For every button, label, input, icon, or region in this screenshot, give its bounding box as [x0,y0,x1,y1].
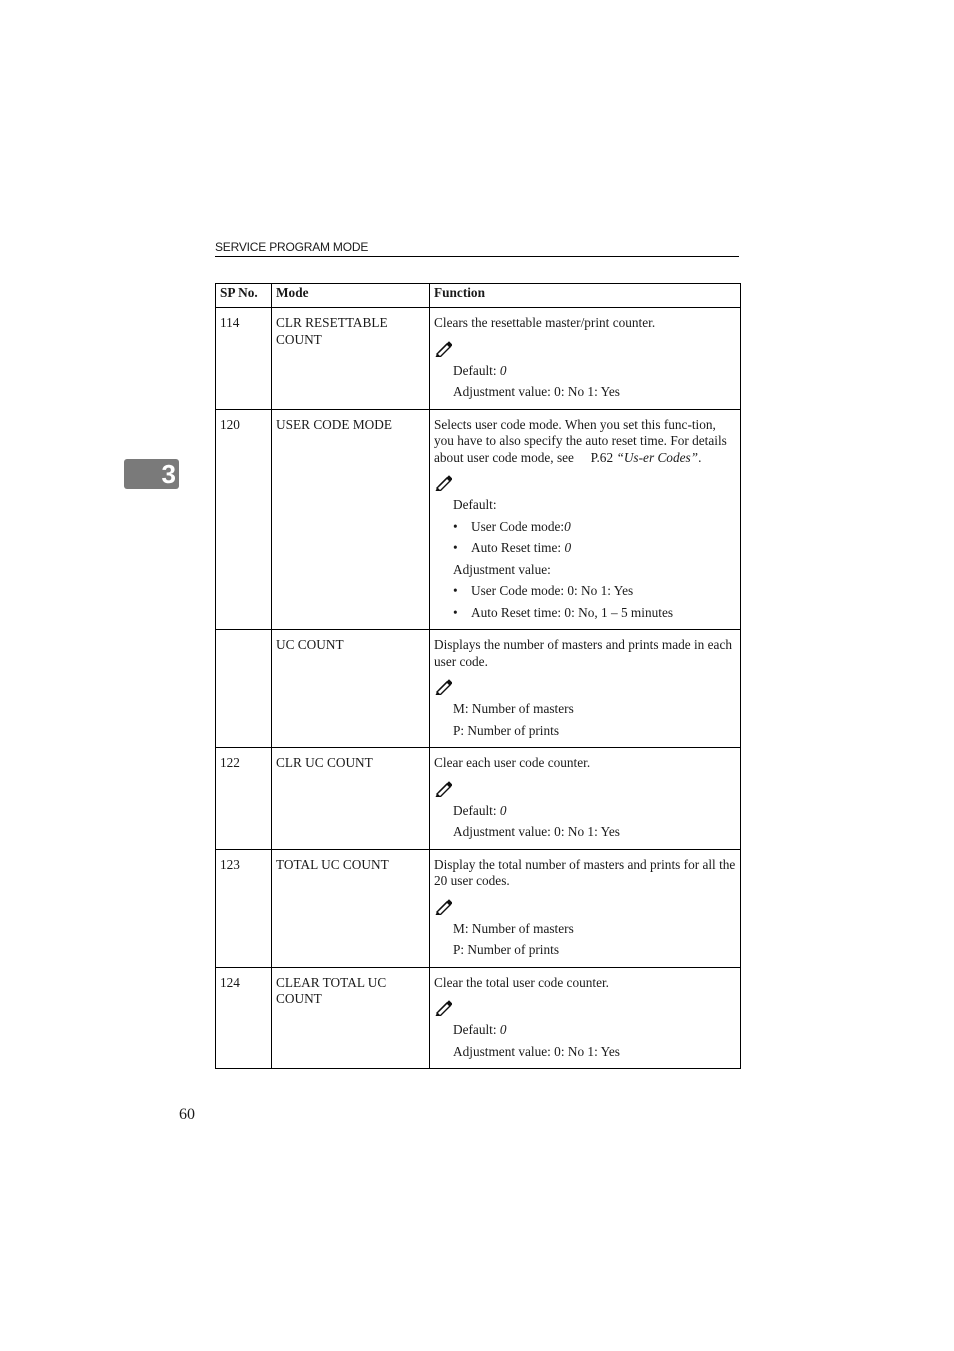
table-row [216,967,741,1069]
sp-number: 114 [216,308,272,410]
bullet-item: • User Code mode: 0: No 1: Yes [434,580,736,602]
function-cell [430,967,741,1069]
note-pencil-icon [434,341,736,357]
mode-name: TOTAL UC COUNT [272,849,430,967]
note-pencil-icon [434,475,736,491]
mode-name: CLEAR TOTAL UC COUNT [272,967,430,1069]
function-description: Display the total number of masters and prints for all the 20 user codes. [434,856,736,888]
function-description: Clears the resettable master/print counter. [434,315,656,330]
default-label: Default: [453,1022,500,1037]
sp-number: 124 [216,967,272,1069]
table-row [216,630,741,748]
adjustment-line: Adjustment value: 0: No 1: Yes [453,384,620,399]
default-value: 0 [499,1022,507,1037]
note-pencil-icon [434,899,736,915]
adjustment-line: Adjustment value: 0: No 1: Yes [453,824,620,839]
bullet-value: 0 [564,540,572,555]
bullet-item [434,516,736,538]
bullet-value: 0 [564,518,571,534]
default-line [434,360,736,382]
table-row [216,308,741,410]
default-label: Default: [453,362,500,378]
chapter-tab [124,459,179,489]
note-pencil-icon [434,1000,736,1016]
bullet-item: • Auto Reset time: 0: No, 1 – 5 minutes [434,602,736,624]
note-line: P: Number of prints [453,942,559,957]
bullet-label: User Code mode: [471,518,565,534]
description-text: Selects user code mode. When you set this func-tion, you have to also specify the auto reset time. For details about user code mode, see [434,416,727,465]
mode-name: UC COUNT [272,630,430,748]
sp-number: 122 [216,748,272,850]
note-pencil-icon [434,679,736,695]
adjustment-line: Adjustment value: [453,561,551,577]
bullet-label: Auto Reset time: [471,540,565,555]
note-line: P: Number of prints [453,722,559,738]
adjustment-line: Adjustment value: 0: No 1: Yes [453,1043,620,1059]
mode-name: USER CODE MODE [272,409,430,630]
mode-name: CLR RESETTABLE COUNT [272,308,430,410]
running-header: SERVICE PROGRAM MODE [215,240,739,257]
header-function: Function [430,284,741,308]
function-description: Clear each user code counter. [434,755,591,770]
table-row [216,849,741,967]
chapter-number: 3 [161,459,176,489]
table-row [216,409,741,630]
default-line: Default: [453,497,497,512]
note-pencil-icon [434,781,736,797]
table-row [216,748,741,850]
bullet-item [434,537,736,559]
reference-title: “Us-er Codes” [616,449,699,465]
default-label: Default: [453,802,500,818]
sp-number [216,630,272,748]
reference-end: . [698,449,702,465]
function-description: Clear the total user code counter. [434,974,610,990]
header-mode: Mode [272,284,430,308]
header-sp-no: SP No. [216,284,272,308]
function-cell [430,409,741,630]
page-reference[interactable]: P.62 [590,449,614,465]
default-value: 0 [499,802,507,818]
default-line [434,1019,736,1041]
page-number: 60 [179,1106,195,1123]
function-cell [430,630,741,748]
function-cell [430,308,741,410]
function-description: Displays the number of masters and prints made in each user code. [434,637,732,669]
mode-name: CLR UC COUNT [272,748,430,850]
note-line: M: Number of masters [453,701,574,716]
sp-mode-table [215,283,741,1069]
sp-number: 120 [216,409,272,630]
note-line: M: Number of masters [453,920,574,936]
default-value: 0 [499,362,507,378]
function-cell [430,748,741,850]
function-description [434,417,736,467]
function-cell [430,849,741,967]
table-header-row [216,284,741,308]
sp-number: 123 [216,849,272,967]
default-line [434,800,736,822]
